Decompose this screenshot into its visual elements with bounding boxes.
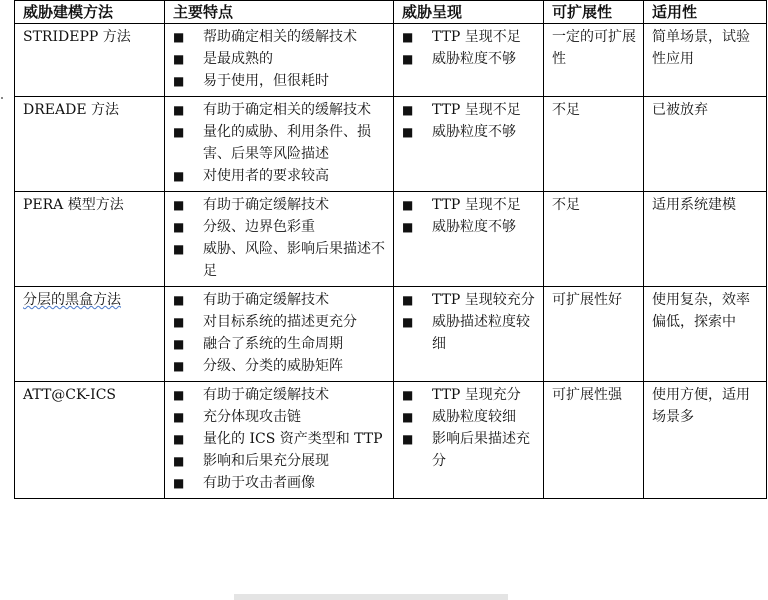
list-item: ■ 对使用者的要求较高	[173, 165, 387, 187]
table-row	[15, 192, 767, 287]
bullet-icon: ■	[173, 315, 185, 329]
threats-cell	[394, 382, 544, 499]
margin-mark	[1, 97, 3, 99]
table-row	[15, 287, 767, 382]
scalability-cell: 可扩展性好	[544, 287, 644, 382]
threats-cell	[394, 24, 544, 97]
bullet-icon: ■	[173, 293, 185, 307]
bullet-icon: ■	[173, 198, 185, 212]
list-item: ■ 帮助确定相关的缓解技术	[173, 26, 387, 48]
list-item: ■ 威胁粒度不够	[402, 121, 537, 143]
threat-modeling-comparison-table	[14, 0, 767, 499]
header-threats: 威胁呈现	[394, 1, 544, 24]
list-item: ■ 分级、边界色彩重	[173, 216, 387, 238]
threats-cell	[394, 97, 544, 192]
bullet-icon: ■	[402, 315, 414, 329]
scalability-cell: 不足	[544, 192, 644, 287]
list-item: ■ TTP 呈现不足	[402, 194, 537, 216]
bullet-icon: ■	[173, 476, 185, 490]
bullet-icon: ■	[173, 359, 185, 373]
scalability-cell: 可扩展性强	[544, 382, 644, 499]
applicability-cell: 简单场景，试验性应用	[644, 24, 767, 97]
bullet-icon: ■	[402, 220, 414, 234]
list-item: ■ 威胁描述粒度较细	[402, 311, 537, 355]
bullet-icon: ■	[402, 103, 414, 117]
list-item: ■ 融合了系统的生命周期	[173, 333, 387, 355]
list-item: ■ 威胁粒度不够	[402, 216, 537, 238]
bullet-icon: ■	[173, 30, 185, 44]
bullet-icon: ■	[173, 242, 185, 256]
list-item: ■ 有助于确定缓解技术	[173, 384, 387, 406]
features-cell	[165, 287, 394, 382]
threats-cell	[394, 192, 544, 287]
list-item: ■ TTP 呈现不足	[402, 99, 537, 121]
features-cell	[165, 97, 394, 192]
bullet-icon: ■	[402, 52, 414, 66]
list-item: ■ 有助于攻击者画像	[173, 472, 387, 494]
features-cell	[165, 24, 394, 97]
method-cell: PERA 模型方法	[15, 192, 165, 287]
list-item: ■ 量化的 ICS 资产类型和 TTP	[173, 428, 387, 450]
list-item: ■ 有助于确定缓解技术	[173, 194, 387, 216]
applicability-cell: 已被放弃	[644, 97, 767, 192]
bullet-icon: ■	[173, 125, 185, 139]
list-item: ■ 有助于确定相关的缓解技术	[173, 99, 387, 121]
header-method: 威胁建模方法	[15, 1, 165, 24]
applicability-cell: 适用系统建模	[644, 192, 767, 287]
header-features: 主要特点	[165, 1, 394, 24]
bullet-icon: ■	[173, 454, 185, 468]
table-row	[15, 24, 767, 97]
bullet-icon: ■	[173, 432, 185, 446]
bullet-icon: ■	[402, 198, 414, 212]
bullet-icon: ■	[402, 30, 414, 44]
list-item: ■ 有助于确定缓解技术	[173, 289, 387, 311]
header-row	[15, 1, 767, 24]
bullet-icon: ■	[402, 410, 414, 424]
list-item: ■ 分级、分类的威胁矩阵	[173, 355, 387, 377]
features-cell	[165, 192, 394, 287]
bullet-icon: ■	[173, 388, 185, 402]
applicability-cell: 使用复杂，效率偏低，探索中	[644, 287, 767, 382]
list-item: ■ 量化的威胁、利用条件、损害、后果等风险描述	[173, 121, 387, 165]
bullet-icon: ■	[173, 103, 185, 117]
bullet-icon: ■	[173, 52, 185, 66]
list-item: ■ 威胁粒度不够	[402, 48, 537, 70]
bullet-icon: ■	[402, 432, 414, 446]
list-item: ■ TTP 呈现较充分	[402, 289, 537, 311]
header-applicability: 适用性	[644, 1, 767, 24]
header-scalability: 可扩展性	[544, 1, 644, 24]
bullet-icon: ■	[402, 388, 414, 402]
bullet-icon: ■	[173, 169, 185, 183]
features-cell	[165, 382, 394, 499]
method-cell: 分层的黑盒方法	[15, 287, 165, 382]
list-item: ■ TTP 呈现不足	[402, 26, 537, 48]
applicability-cell: 使用方便，适用场景多	[644, 382, 767, 499]
method-cell: STRIDEPP 方法	[15, 24, 165, 97]
bullet-icon: ■	[173, 74, 185, 88]
horizontal-scrollbar[interactable]	[234, 594, 508, 600]
bullet-icon: ■	[173, 410, 185, 424]
bullet-icon: ■	[402, 293, 414, 307]
list-item: ■ 充分体现攻击链	[173, 406, 387, 428]
table-row	[15, 97, 767, 192]
bullet-icon: ■	[173, 220, 185, 234]
bullet-icon: ■	[402, 125, 414, 139]
threats-cell	[394, 287, 544, 382]
list-item: ■ 威胁粒度较细	[402, 406, 537, 428]
list-item: ■ 对目标系统的描述更充分	[173, 311, 387, 333]
scalability-cell: 一定的可扩展性	[544, 24, 644, 97]
list-item: ■ 易于使用，但很耗时	[173, 70, 387, 92]
method-cell: DREADE 方法	[15, 97, 165, 192]
method-cell: ATT@CK-ICS	[15, 382, 165, 499]
list-item: ■ 是最成熟的	[173, 48, 387, 70]
list-item: ■ 威胁、风险、影响后果描述不足	[173, 238, 387, 282]
list-item: ■ 影响和后果充分展现	[173, 450, 387, 472]
list-item: ■ TTP 呈现充分	[402, 384, 537, 406]
scalability-cell: 不足	[544, 97, 644, 192]
bullet-icon: ■	[173, 337, 185, 351]
list-item: ■ 影响后果描述充分	[402, 428, 537, 472]
table-row	[15, 382, 767, 499]
